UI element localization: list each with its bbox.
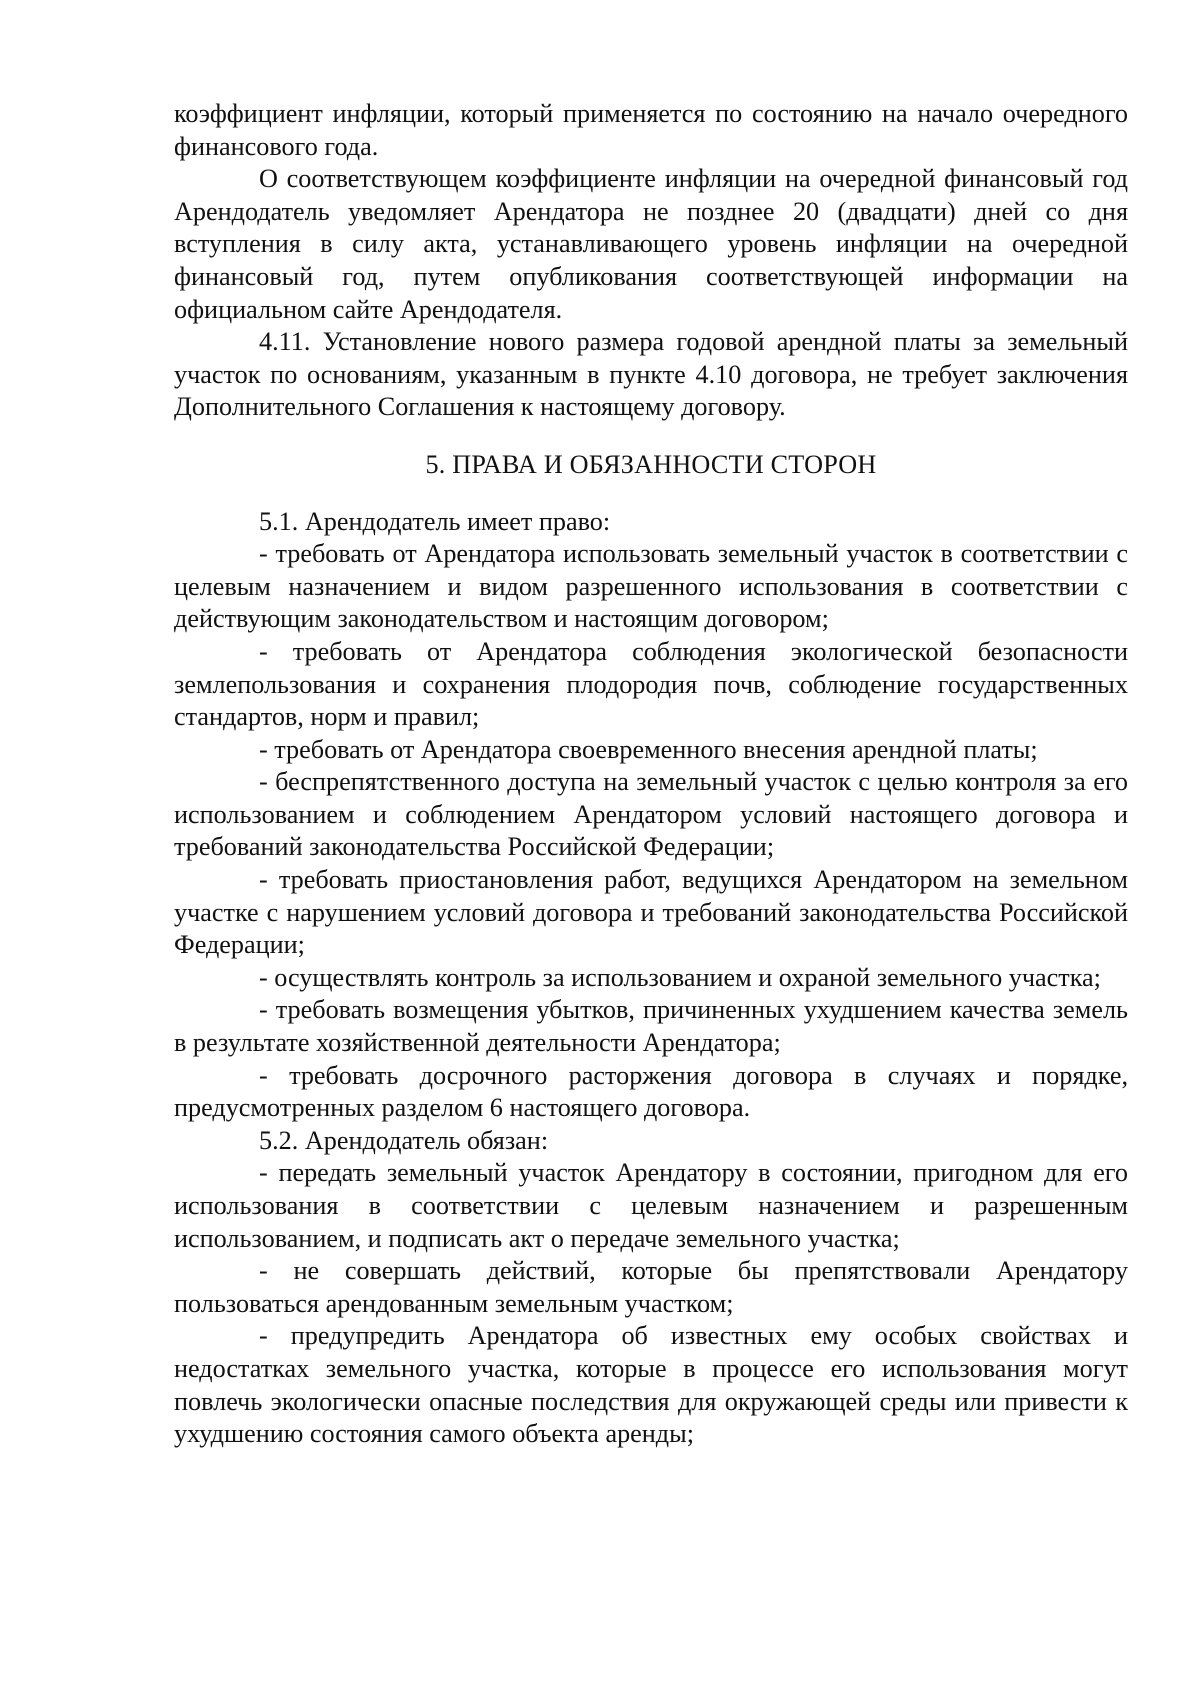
list-item: - не совершать действий, которые бы препятствовали Арендатору пользоваться арендованным земельным участком; xyxy=(174,1256,1128,1318)
list-item: - требовать приостановления работ, ведущихся Арендатором на земельном участке с нарушением условий договора и требований законодательства Российской Федерации; xyxy=(174,865,1128,960)
list-item: - требовать возмещения убытков, причиненных ухудшением качества земель в результате хозяйственной деятельности Арендатора; xyxy=(174,995,1128,1058)
clause-5-1: 5.1. Арендодатель имеет право: xyxy=(259,506,611,536)
list-item: - предупредить Арендатора об известных ему особых свойствах и недостатках земельного участка, которые в процессе его использования могут повлечь экологически опасные последствия для окружающей среды или привести к ухудшению состояния самого объекта аренды; xyxy=(174,1321,1128,1449)
section-heading: 5. ПРАВА И ОБЯЗАННОСТИ СТОРОН xyxy=(425,449,877,479)
paragraph-inflation-notice: О соответствующем коэффициенте инфляции на очередной финансовый год Арендодатель уведомляет Арендатора не позднее 20 (двадцати) дней со дня вступления в силу акта, устанавливающего уровень инфляции на очередной финансовый год, путем опубликования соответствующей информации на официальном сайте Арендодателя. xyxy=(174,164,1128,324)
clause-5-2: 5.2. Арендодатель обязан: xyxy=(259,1125,549,1155)
list-item: - беспрепятственного доступа на земельный участок с целью контроля за его использованием и соблюдением Арендатором условий настоящего договора и требований законодательства Российской Федерации; xyxy=(174,767,1128,862)
list-item: - требовать от Арендатора соблюдения экологической безопасности землепользования и сохранения плодородия почв, соблюдение государственных стандартов, норм и правил; xyxy=(174,636,1128,732)
document-page xyxy=(174,98,1128,1451)
list-item: - требовать от Арендатора использовать земельный участок в соответствии с целевым назначением и видом разрешенного использования в соответствии с действующим законодательством и настоящим договором; xyxy=(174,539,1128,634)
list-item: - осуществлять контроль за использованием и охраной земельного участка; xyxy=(259,962,1101,992)
paragraph-inflation-coefficient: коэффициент инфляции, который применяется по состоянию на начало очередного финансового года. xyxy=(174,99,1128,161)
paragraph-4-11: 4.11. Установление нового размера годовой арендной платы за земельный участок по основаниям, указанным в пункте 4.10 договора, не требует заключения Дополнительного Соглашения к настоящему договору. xyxy=(174,327,1128,422)
list-item: - требовать от Арендатора своевременного внесения арендной платы; xyxy=(259,734,1038,764)
list-item: - требовать досрочного расторжения договора в случаях и порядке, предусмотренных разделом 6 настоящего договора. xyxy=(174,1060,1128,1123)
list-item: - передать земельный участок Арендатору в состоянии, пригодном для его использования в соответствии с целевым назначением и разрешенным использованием, и подписать акт о передаче земельного участка; xyxy=(174,1158,1128,1253)
